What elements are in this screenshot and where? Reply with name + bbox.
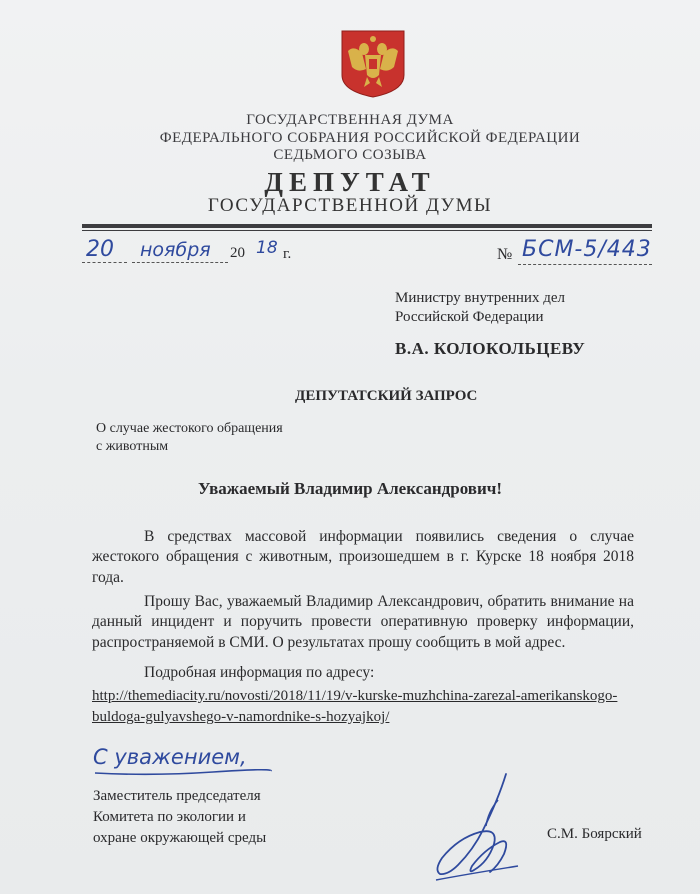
number-underline bbox=[518, 264, 652, 265]
date-month-handwritten: ноября bbox=[140, 239, 211, 261]
subject-line-1: О случае жестокого обращения bbox=[96, 421, 283, 436]
greeting: Уважаемый Владимир Александрович! bbox=[197, 479, 503, 498]
date-day-underline bbox=[82, 262, 127, 263]
position-line-2: Комитета по экологии и bbox=[93, 809, 246, 825]
handwritten-signature bbox=[428, 770, 528, 885]
addressee-line-2: Российской Федерации bbox=[395, 309, 544, 325]
date-day-handwritten: 20 bbox=[86, 237, 114, 262]
body-paragraph-2: Прошу Вас, уважаемый Владимир Александрович, обратить внимание на данный инцидент и поручить провести оперативную проверку информации, распространяемой в СМИ. О результатах прошу сообщить в мой адрес. bbox=[92, 592, 634, 651]
outgoing-number-handwritten: БСМ-5/443 bbox=[522, 237, 652, 262]
addressee-name: В.А. КОЛОКОЛЬЦЕВУ bbox=[395, 339, 586, 358]
letterhead-title: ДЕПУТАТ bbox=[264, 167, 436, 197]
date-month-underline bbox=[132, 262, 228, 263]
signatory-position bbox=[93, 786, 266, 849]
date-year-prefix: 20 bbox=[230, 245, 245, 261]
regards-handwritten: С уважением, bbox=[93, 745, 247, 769]
source-link[interactable]: http://themediacity.ru/novosti/2018/11/19/v-kurske-muzhchina-zarezal-amerikanskogo-buldoga-gulyavshego-v-namordnike-s-hozyajkoj/ bbox=[92, 688, 618, 725]
position-line-1: Заместитель председателя bbox=[93, 788, 261, 804]
subject-line-2: с животным bbox=[96, 439, 169, 454]
regards-underline-stroke bbox=[93, 769, 273, 777]
number-sign: № bbox=[497, 246, 513, 263]
more-info-label: Подробная информация по адресу: bbox=[144, 664, 375, 681]
letterhead-rule-thin bbox=[82, 230, 652, 231]
duma-header-line-3: СЕДЬМОГО СОЗЫВА bbox=[273, 147, 427, 163]
duma-header-line-1: ГОСУДАРСТВЕННАЯ ДУМА bbox=[246, 112, 454, 128]
letterhead-rule-thick bbox=[82, 224, 652, 228]
body-paragraph-1: В средствах массовой информации появились сведения о случае жестокого обращения с животным, произошедшем в г. Курске 18 ноября 2018 года. bbox=[92, 527, 634, 586]
duma-header-line-2: ФЕДЕРАЛЬНОГО СОБРАНИЯ РОССИЙСКОЙ ФЕДЕРАЦИИ bbox=[159, 130, 581, 146]
request-title: ДЕПУТАТСКИЙ ЗАПРОС bbox=[295, 388, 478, 404]
date-year-handwritten: 18 bbox=[256, 238, 278, 258]
letterhead-subtitle: ГОСУДАРСТВЕННОЙ ДУМЫ bbox=[207, 195, 493, 216]
position-line-3: охране окружающей среды bbox=[93, 830, 267, 846]
signatory-name: С.М. Боярский bbox=[547, 826, 642, 842]
russian-coat-of-arms-emblem bbox=[340, 29, 406, 99]
date-suffix: г. bbox=[283, 246, 292, 262]
addressee-line-1: Министру внутренних дел bbox=[395, 290, 565, 306]
